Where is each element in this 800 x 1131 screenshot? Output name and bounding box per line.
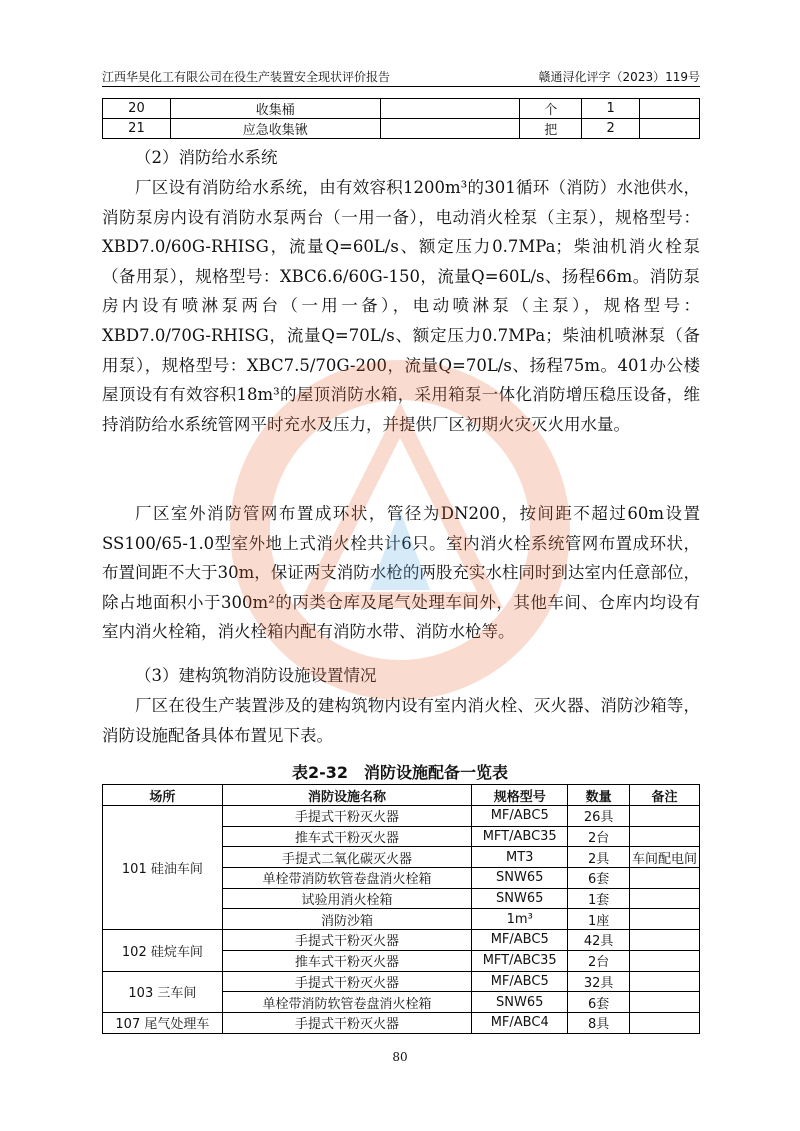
table-caption: 表2-32 消防设施配备一览表 [291, 763, 509, 782]
cell-qty: 42具 [568, 930, 630, 951]
cell-name: 单栓带消防软管卷盘消火栓箱 [222, 992, 471, 1013]
cell-note [630, 930, 700, 951]
cell-name: 手提式干粉灭火器 [222, 1012, 471, 1033]
cell-spec: MF/ABC5 [472, 971, 568, 992]
table-row [103, 99, 700, 119]
table-row [103, 1012, 700, 1033]
cell-place: 103 三车间 [103, 971, 223, 1012]
table-row [103, 971, 700, 992]
table-row [103, 930, 700, 951]
table-row [103, 806, 700, 827]
cell-note [630, 868, 700, 889]
page-number: 80 [392, 1050, 408, 1064]
cell-name: 收集桶 [170, 99, 380, 119]
paragraph-building-facilities: 厂区在役生产装置涉及的建构筑物内设有室内消火栓、灭火器、消防沙箱等，消防设施配备具体布置见下表。 [102, 696, 700, 745]
header-note: 备注 [630, 785, 700, 806]
cell-name: 推车式干粉灭火器 [222, 950, 471, 971]
cell-name: 消防沙箱 [222, 909, 471, 930]
cell-name: 手提式干粉灭火器 [222, 806, 471, 827]
cell-note [630, 971, 700, 992]
cell-spec [380, 119, 520, 139]
cell-qty: 32具 [568, 971, 630, 992]
header-place: 场所 [103, 785, 223, 806]
cell-note [640, 119, 700, 139]
cell-place: 102 硅烷车间 [103, 930, 223, 971]
cell-place: 101 硅油车间 [103, 806, 223, 930]
cell-note [630, 806, 700, 827]
cell-name: 手提式二氧化碳灭火器 [222, 847, 471, 868]
cell-unit: 把 [520, 119, 582, 139]
cell-qty: 2 [582, 119, 640, 139]
table-row [103, 119, 700, 139]
cell-spec: MFT/ABC35 [472, 826, 568, 847]
cell-no: 21 [103, 119, 171, 139]
cell-name: 应急收集锹 [170, 119, 380, 139]
cell-qty: 6套 [568, 992, 630, 1013]
cell-note [630, 888, 700, 909]
cell-spec: SNW65 [472, 888, 568, 909]
header-left: 江西华昊化工有限公司在役生产装置安全现状评价报告 [102, 70, 391, 84]
cell-spec: MT3 [472, 847, 568, 868]
cell-spec: MF/ABC5 [472, 806, 568, 827]
page-header [102, 66, 700, 87]
cell-name: 手提式干粉灭火器 [222, 971, 471, 992]
cell-qty: 1座 [568, 909, 630, 930]
cell-qty: 8具 [568, 1012, 630, 1033]
section-title-building-facilities: （3）建构筑物消防设施设置情况 [135, 666, 377, 685]
cell-note [630, 950, 700, 971]
cell-name: 推车式干粉灭火器 [222, 826, 471, 847]
cell-qty: 26具 [568, 806, 630, 827]
cell-no: 20 [103, 99, 171, 119]
header-facility: 消防设施名称 [222, 785, 471, 806]
cell-name: 试验用消火栓箱 [222, 888, 471, 909]
cell-spec: MFT/ABC35 [472, 950, 568, 971]
cell-spec: 1m³ [472, 909, 568, 930]
header-qty: 数量 [568, 785, 630, 806]
header-spec: 规格型号 [472, 785, 568, 806]
continued-table [102, 98, 700, 139]
cell-note [630, 992, 700, 1013]
cell-qty: 2具 [568, 847, 630, 868]
cell-spec: MF/ABC5 [472, 930, 568, 951]
cell-spec: SNW65 [472, 992, 568, 1013]
cell-note: 车间配电间 [630, 847, 700, 868]
cell-qty: 6套 [568, 868, 630, 889]
cell-note [640, 99, 700, 119]
paragraph-water-supply: 厂区设有消防给水系统，由有效容积1200m³的301循环（消防）水池供水，消防泵房内设有消防水泵两台（一用一备），电动消火栓泵（主泵），规格型号：XBD7.0/60G-RHISG，流量Q=60L/s、额定压力0.7MPa；柴油机消火栓泵（备用泵），规格型号：XBC6.6/60G-150，流量Q=60L/s、扬程66m。消防泵房内设有喷淋泵两台（一用一备），电动喷淋泵（主泵），规格型号：XBD7.0/70G-RHISG，流量Q=70L/s、额定压力0.7MPa；柴油机喷淋泵（备用泵），规格型号：XBC7.5/70G-200，流量Q=70L/s、扬程75m。401办公楼屋顶设有有效容积18m³的屋顶消防水箱，采用箱泵一体化消防增压稳压设备，维持消防给水系统管网平时充水及压力，并提供厂区初期火灾灭火用水量。 [102, 178, 700, 434]
cell-place: 107 尾气处理车 [103, 1012, 223, 1033]
cell-name: 手提式干粉灭火器 [222, 930, 471, 951]
cell-note [630, 1012, 700, 1033]
table-header-row [103, 785, 700, 806]
cell-spec: SNW65 [472, 868, 568, 889]
cell-note [630, 909, 700, 930]
cell-qty: 1套 [568, 888, 630, 909]
cell-spec [380, 99, 520, 119]
cell-note [630, 826, 700, 847]
paragraph-hydrant-network: 厂区室外消防管网布置成环状，管径为DN200，按间距不超过60m设置SS100/65-1.0型室外地上式消火栓共计6只。室内消火栓系统管网布置成环状，布置间距不大于30m，保证两支消防水枪的两股充实水柱同时到达室内任意部位，除占地面积小于300m²的丙类仓库及尾气处理车间外，其他车间、仓库内均设有室内消火栓箱，消火栓箱内配有消防水带、消防水枪等。 [102, 504, 700, 642]
cell-qty: 1 [582, 99, 640, 119]
fire-facilities-table [102, 784, 700, 1034]
cell-spec: MF/ABC4 [472, 1012, 568, 1033]
header-right: 赣通浔化评字（2023）119号 [538, 70, 700, 84]
cell-qty: 2台 [568, 826, 630, 847]
cell-name: 单栓带消防软管卷盘消火栓箱 [222, 868, 471, 889]
cell-unit: 个 [520, 99, 582, 119]
cell-qty: 2台 [568, 950, 630, 971]
section-title-water-supply: （2）消防给水系统 [135, 148, 278, 167]
